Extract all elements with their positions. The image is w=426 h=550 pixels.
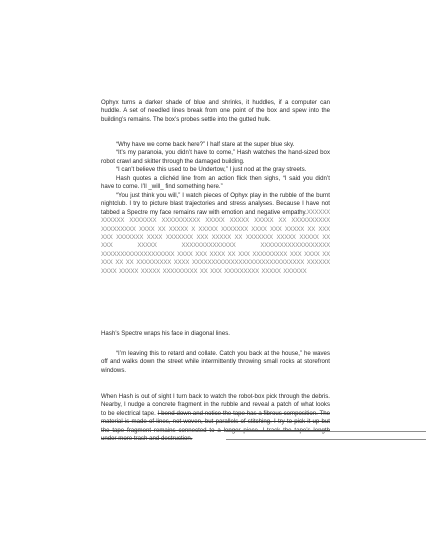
paragraph-text: Hash’s Spectre wraps his face in diagonal lines. <box>101 330 230 337</box>
dialogue-line: “Why have we come back here?” I half stare at the super blue sky. <box>116 141 295 148</box>
paragraph-robot-box <box>101 393 330 444</box>
paragraph-intro <box>101 99 330 124</box>
paragraph-text: “I’m leaving this to retard and collate. Catch you back at the house,” he waves off and walks down the street while intermittently throwing small rocks at storefront windows. <box>101 350 330 374</box>
paragraph-text: Ophyx turns a darker shade of blue and shrinks, it huddles, if a computer can huddle. A set of needled lines break from one point of the box and spew into the building’s remains. The box’s probes settle into the gutted hulk. <box>101 99 330 123</box>
dialogue-block <box>101 141 330 276</box>
dialogue-paragraph <box>101 192 330 277</box>
paragraph-spectre <box>101 330 330 338</box>
dialogue-line: “It’s my paranoia, you didn’t have to come,” Hash watches the hand-sized box robot crawl and skitter through the damaged building. <box>101 149 330 165</box>
struck-through-text: I bend down and notice the tape has a fibrous composition. The material is made of lines, not woven, but parallels of stitching. I try to pick it up but the tape fragment remains connected to a longer piece. I track the tape’s length under more trash and destruction. <box>101 409 330 443</box>
redacted-x-text: XXXXXX XXXXXX XXXXXXX XXXXXXXXXX XXXXX XXXXX XXXXX XX XXXXXXXXXX XXXXXXXXX XXXX XX XXXXX X XXXXX XXXXXXX XXXX XXX XXXXX XX XXX XXX XXXXXXX XXXX XXXXXXX XXX XXXXX XX XXXXXXX XXXXX XXXXX XX XXX XXXXX XXXXXXXXXXXXXX XXXXXXXXXXXXXXXXXX XXXXXXXXXXXXXXXXXXX XXXX XXX XXXX XX XXX XXXXXXXXX XXX XXXX XX XXX XX XX XXXXXXXXX XXXX XXXXXXXXXXXXXXXXXXXXXXXXXXXXX XXXXXX XXXX XXXXX XXXXX XXXXXXXXX XX XXX XXXXXXXXX XXXXX XXXXXX <box>101 208 330 275</box>
paragraph-leaving <box>101 350 330 375</box>
plain-text: When Hash is out of sight I turn back to watch the robot-box pick through the debris. Nearby, I nudge a concrete fragment in the rubble and reveal a patch of what looks to be electrical tape. <box>101 393 330 417</box>
dialogue-text: “You just think you will,” I watch pieces of Ophyx play in the rubble of the burnt nightclub. I try to picture blast trajectories and stress analyses. Because I have not tabbed a Spectre my face remains raw with emotion and negative empathy. <box>101 191 330 216</box>
horizontal-rule <box>226 439 426 440</box>
dialogue-line: “I can’t believe this used to be Undertow,” I just nod at the gray streets. <box>116 166 307 174</box>
horizontal-rule <box>226 431 426 432</box>
dialogue-line: Hash quotes a clichéd line from an action flick then sighs, “I said you didn’t have to come. I’ll _will_ find something here.” <box>101 174 330 191</box>
paragraph-text <box>101 393 330 444</box>
